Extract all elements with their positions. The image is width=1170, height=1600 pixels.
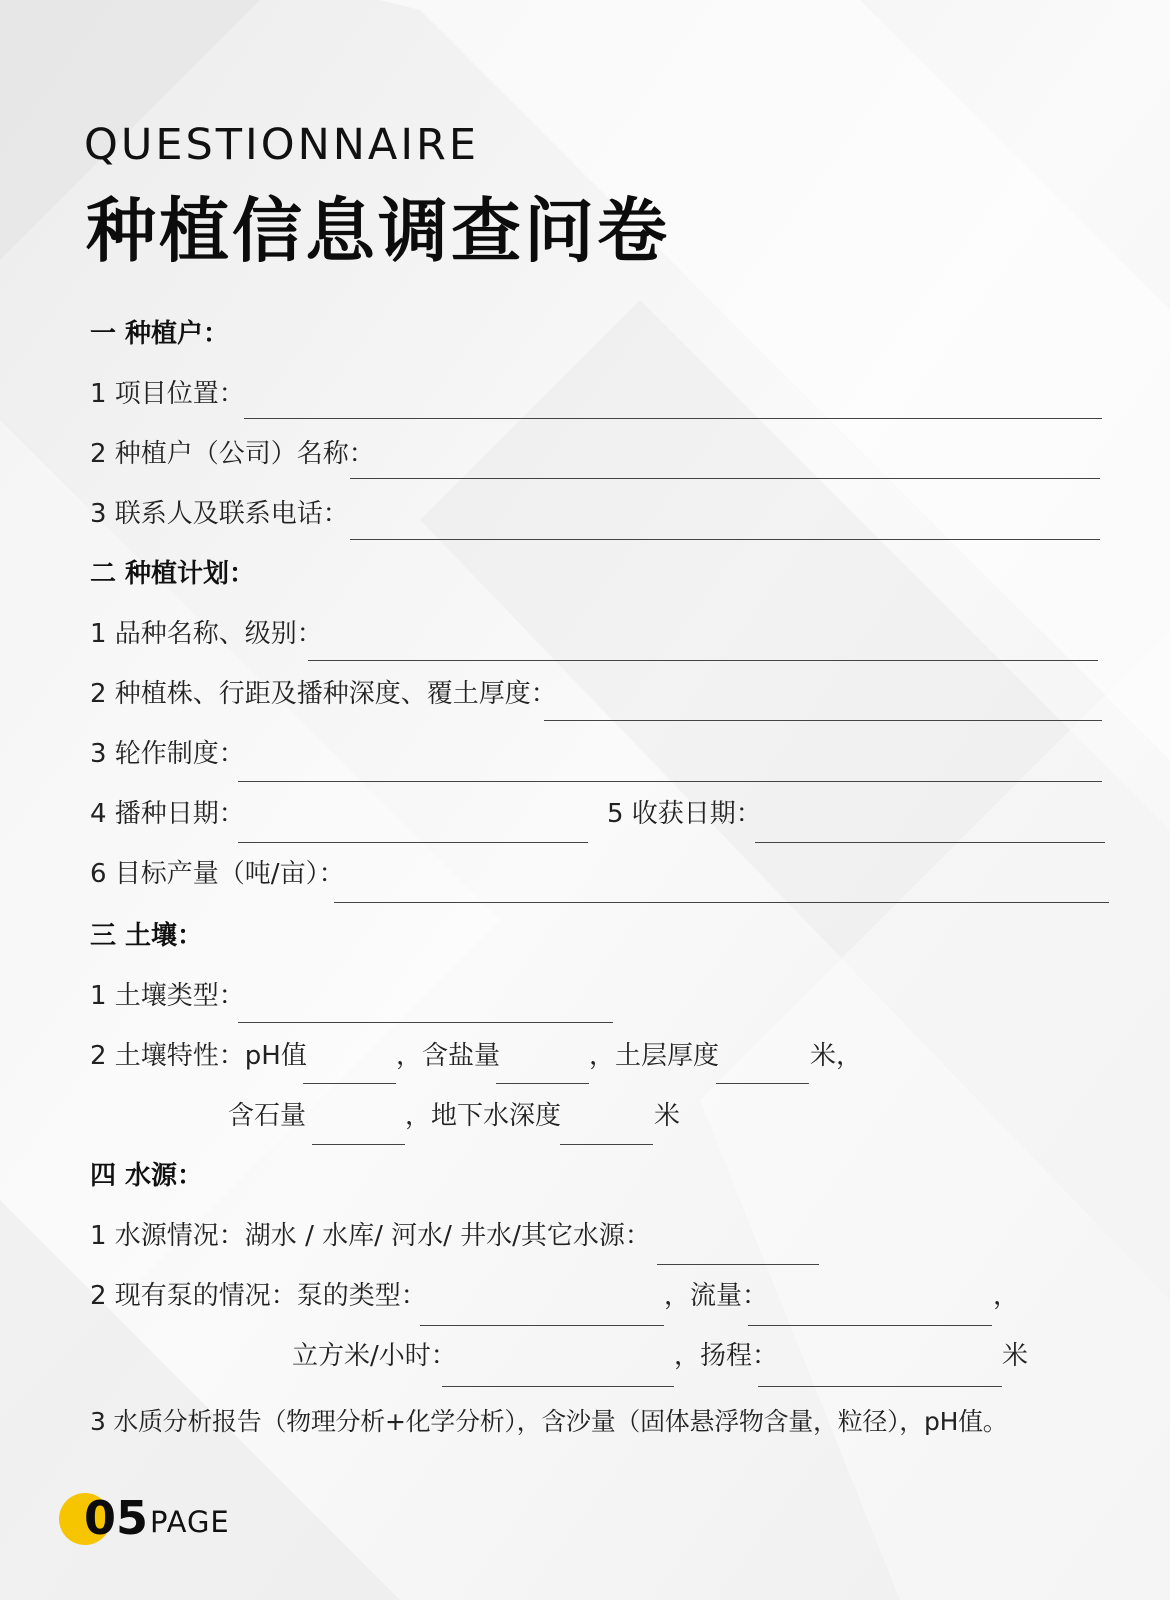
question-label-salt: ，含盐量 (396, 1041, 501, 1071)
question-label-spacing-depth: 2 种植株、行距及播种深度、覆土厚度： (90, 679, 557, 709)
answer-line-stone[interactable] (312, 1144, 405, 1145)
answer-line-contact[interactable] (350, 539, 1100, 540)
question-label-soil-ph: 2 土壤特性：pH值 (90, 1041, 307, 1071)
unit-label-meter-3: 米 (1002, 1341, 1029, 1371)
section-heading-water-source: 四 水源： (90, 1161, 204, 1191)
answer-line-grower-name[interactable] (350, 478, 1100, 479)
page-label: PAGE (150, 1505, 230, 1539)
section-heading-planting-plan: 二 种植计划： (90, 559, 256, 589)
answer-line-lift[interactable] (758, 1386, 1002, 1387)
question-label-stone: 含石量 (228, 1101, 307, 1131)
answer-line-ph[interactable] (303, 1083, 396, 1084)
answer-line-sowing-date[interactable] (238, 842, 588, 843)
answer-line-flow[interactable] (748, 1325, 992, 1326)
answer-line-rotation[interactable] (238, 781, 1102, 782)
unit-label-cubic-meter-per-hour: 立方米/小时： (292, 1341, 457, 1371)
answer-line-salt[interactable] (496, 1083, 589, 1084)
answer-line-variety[interactable] (308, 660, 1098, 661)
question-label-target-yield: 6 目标产量（吨/亩）： (90, 859, 345, 889)
answer-line-harvest-date[interactable] (755, 842, 1105, 843)
answer-line-soil-thickness[interactable] (716, 1083, 809, 1084)
page-number: 05 (84, 1491, 149, 1545)
question-label-rotation: 3 轮作制度： (90, 739, 245, 769)
answer-line-groundwater[interactable] (560, 1144, 653, 1145)
question-label-groundwater: ，地下水深度 (405, 1101, 562, 1131)
section-heading-grower: 一 种植户： (90, 319, 230, 349)
question-label-soil-type: 1 土壤类型： (90, 981, 245, 1011)
unit-label-meter-2: 米 (654, 1101, 681, 1131)
question-label-grower-name: 2 种植户（公司）名称： (90, 439, 375, 469)
question-label-flow: ，流量： (664, 1281, 769, 1311)
answer-line-other-water-source[interactable] (657, 1264, 819, 1265)
question-label-water-quality: 3 水质分析报告（物理分析+化学分析），含沙量（固体悬浮物含量，粒径），pH值。 (90, 1407, 1008, 1436)
question-label-contact: 3 联系人及联系电话： (90, 499, 349, 529)
question-label-harvest-date: 5 收获日期： (607, 799, 762, 829)
section-heading-soil: 三 土壤： (90, 921, 204, 951)
answer-line-project-location[interactable] (244, 418, 1102, 419)
answer-line-pump-type[interactable] (420, 1325, 664, 1326)
question-label-pump-type: 2 现有泵的情况：泵的类型： (90, 1281, 427, 1311)
comma-separator: ， (993, 1281, 1020, 1311)
unit-label-meter: 米， (810, 1041, 863, 1071)
question-label-lift: ，扬程： (674, 1341, 779, 1371)
question-label-variety: 1 品种名称、级别： (90, 619, 323, 649)
question-label-project-location: 1 项目位置： (90, 379, 245, 409)
answer-line-flow-rate[interactable] (442, 1386, 674, 1387)
answer-line-target-yield[interactable] (334, 902, 1109, 903)
page-title: 种植信息调查问卷 (86, 190, 670, 272)
answer-line-spacing-depth[interactable] (544, 720, 1102, 721)
answer-line-soil-type[interactable] (238, 1022, 613, 1023)
eyebrow-title: QUESTIONNAIRE (84, 120, 480, 170)
question-label-soil-thickness: ，土层厚度 (589, 1041, 720, 1071)
question-label-sowing-date: 4 播种日期： (90, 799, 245, 829)
question-label-water-source: 1 水源情况：湖水 / 水库/ 河水/ 井水/其它水源： (90, 1221, 651, 1251)
